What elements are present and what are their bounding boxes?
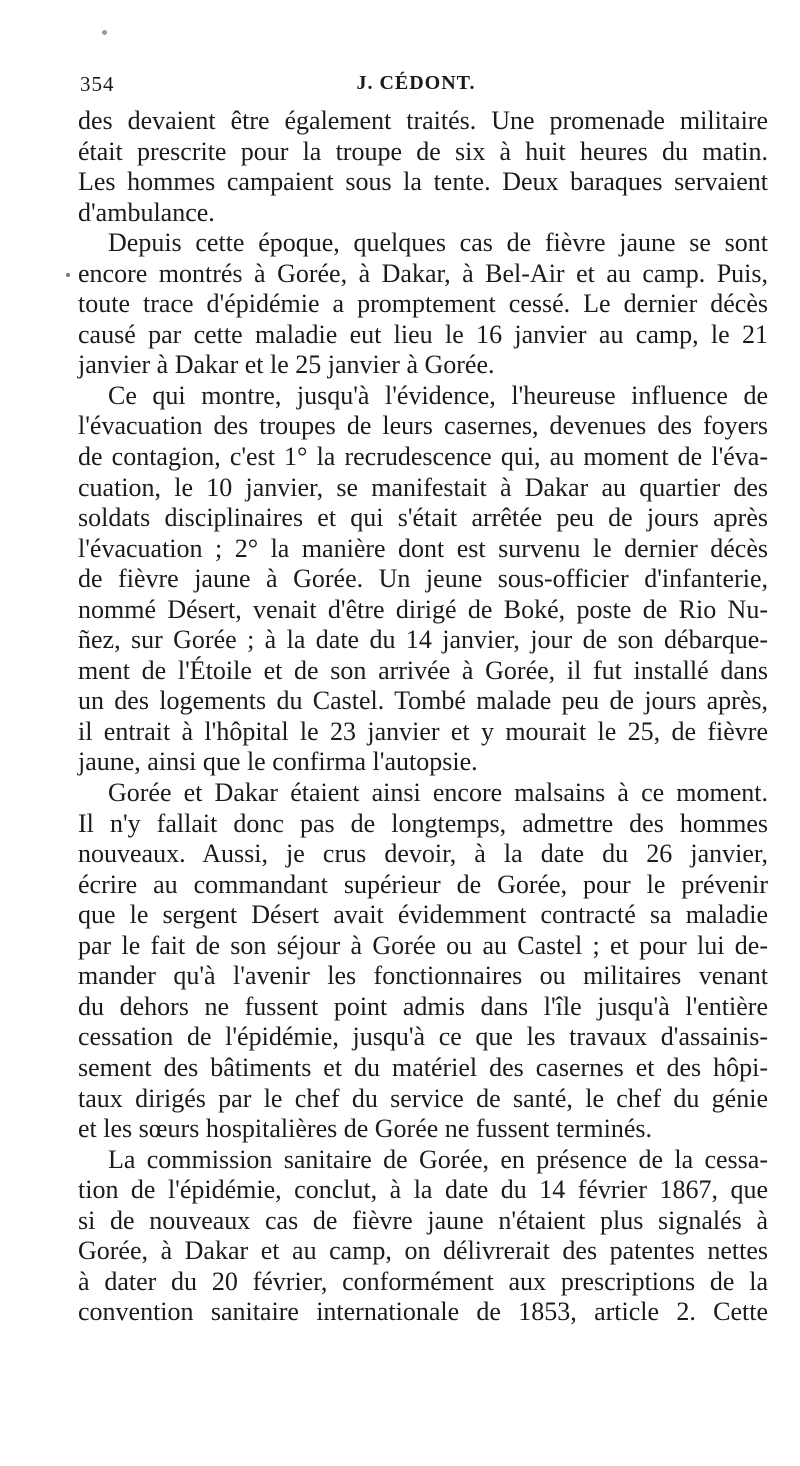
text-line: jaune, ainsi que le confirma l'autopsie. xyxy=(78,747,478,777)
text-line: nouveaux. Aussi, je crus devoir, à la date du 26 janvier, xyxy=(78,839,768,869)
text-line: l'évacuation ; 2° la manière dont est survenu le dernier décès xyxy=(78,533,768,563)
text-line: sement des bâtiments et du matériel des casernes et des hôpi- xyxy=(78,1052,768,1082)
text-line: tion de l'épidémie, conclut, à la date du 14 février 1867, que xyxy=(78,1175,768,1205)
text-line: ment de l'Étoile et de son arrivée à Gorée, il fut installé dans xyxy=(78,655,768,685)
text-line: de contagion, c'est 1° la recrudescence qui, au moment de l'éva- xyxy=(78,442,768,472)
text-line: toute trace d'épidémie a promptement cessé. Le dernier décès xyxy=(78,289,768,319)
text-line: que le sergent Désert avait évidemment contracté sa maladie xyxy=(78,900,768,930)
text-line: était prescrite pour la troupe de six à huit heures du matin. xyxy=(78,136,768,166)
text-line: si de nouveaux cas de fièvre jaune n'étaient plus signalés à xyxy=(78,1205,768,1235)
text-line: Gorée et Dakar étaient ainsi encore malsains à ce moment. xyxy=(108,778,768,808)
text-line: causé par cette maladie eut lieu le 16 janvier au camp, le 21 xyxy=(78,319,768,349)
text-line: ñez, sur Gorée ; à la date du 14 janvier, jour de son débarque- xyxy=(78,625,768,655)
text-line: nommé Désert, venait d'être dirigé de Boké, poste de Rio Nu- xyxy=(78,594,768,624)
text-line: Les hommes campaient sous la tente. Deux baraques servaient xyxy=(78,167,768,197)
text-line: d'ambulance. xyxy=(78,197,215,227)
text-line: soldats disciplinaires et qui s'était arrêtée peu de jours après xyxy=(78,503,768,533)
text-line: Il n'y fallait donc pas de longtemps, admettre des hommes xyxy=(78,808,768,838)
text-line: par le fait de son séjour à Gorée ou au Castel ; et pour lui de- xyxy=(78,930,768,960)
text-line: l'évacuation des troupes de leurs casernes, devenues des foyers xyxy=(78,411,768,441)
text-line: cessation de l'épidémie, jusqu'à ce que les travaux d'assainis- xyxy=(78,1022,768,1052)
text-line: Ce qui montre, jusqu'à l'évidence, l'heureuse influence de xyxy=(108,380,768,410)
text-line: écrire au commandant supérieur de Gorée, pour le prévenir xyxy=(78,869,768,899)
text-line: à dater du 20 février, conformément aux prescriptions de la xyxy=(78,1266,768,1296)
text-line: La commission sanitaire de Gorée, en présence de la cessa- xyxy=(108,1144,768,1174)
text-line: il entrait à l'hôpital le 23 janvier et y mourait le 25, de fièvre xyxy=(78,716,768,746)
text-line: Gorée, à Dakar et au camp, on délivrerait des patentes nettes xyxy=(78,1236,768,1266)
text-line: janvier à Dakar et le 25 janvier à Gorée. xyxy=(78,350,495,380)
text-line: encore montrés à Gorée, à Dakar, à Bel-Air et au camp. Puis, xyxy=(78,258,768,288)
running-title: J. CÉDONT. xyxy=(356,72,476,94)
text-line: des devaient être également traités. Une promenade militaire xyxy=(78,106,768,135)
running-head xyxy=(80,72,752,102)
text-line: du dehors ne fussent point admis dans l'île jusqu'à l'entière xyxy=(78,991,768,1021)
text-line: cuation, le 10 janvier, se manifestait à Dakar au quartier des xyxy=(78,472,768,502)
text-line: de fièvre jaune à Gorée. Un jeune sous-officier d'infanterie, xyxy=(78,564,768,594)
text-line: un des logements du Castel. Tombé malade peu de jours après, xyxy=(78,686,768,716)
text-line: Depuis cette époque, quelques cas de fièvre jaune se sont xyxy=(108,228,768,258)
body-text xyxy=(78,106,768,1328)
text-line: taux dirigés par le chef du service de santé, le chef du génie xyxy=(78,1083,768,1113)
margin-speck xyxy=(66,273,70,277)
text-line: convention sanitaire internationale de 1853, article 2. Cette xyxy=(78,1297,768,1327)
text-line: mander qu'à l'avenir les fonctionnaires ou militaires venant xyxy=(78,961,768,991)
text-line: et les sœurs hospitalières de Gorée ne fussent terminés. xyxy=(78,1114,653,1144)
page-number: 354 xyxy=(80,72,115,96)
scan-speck xyxy=(102,30,107,35)
